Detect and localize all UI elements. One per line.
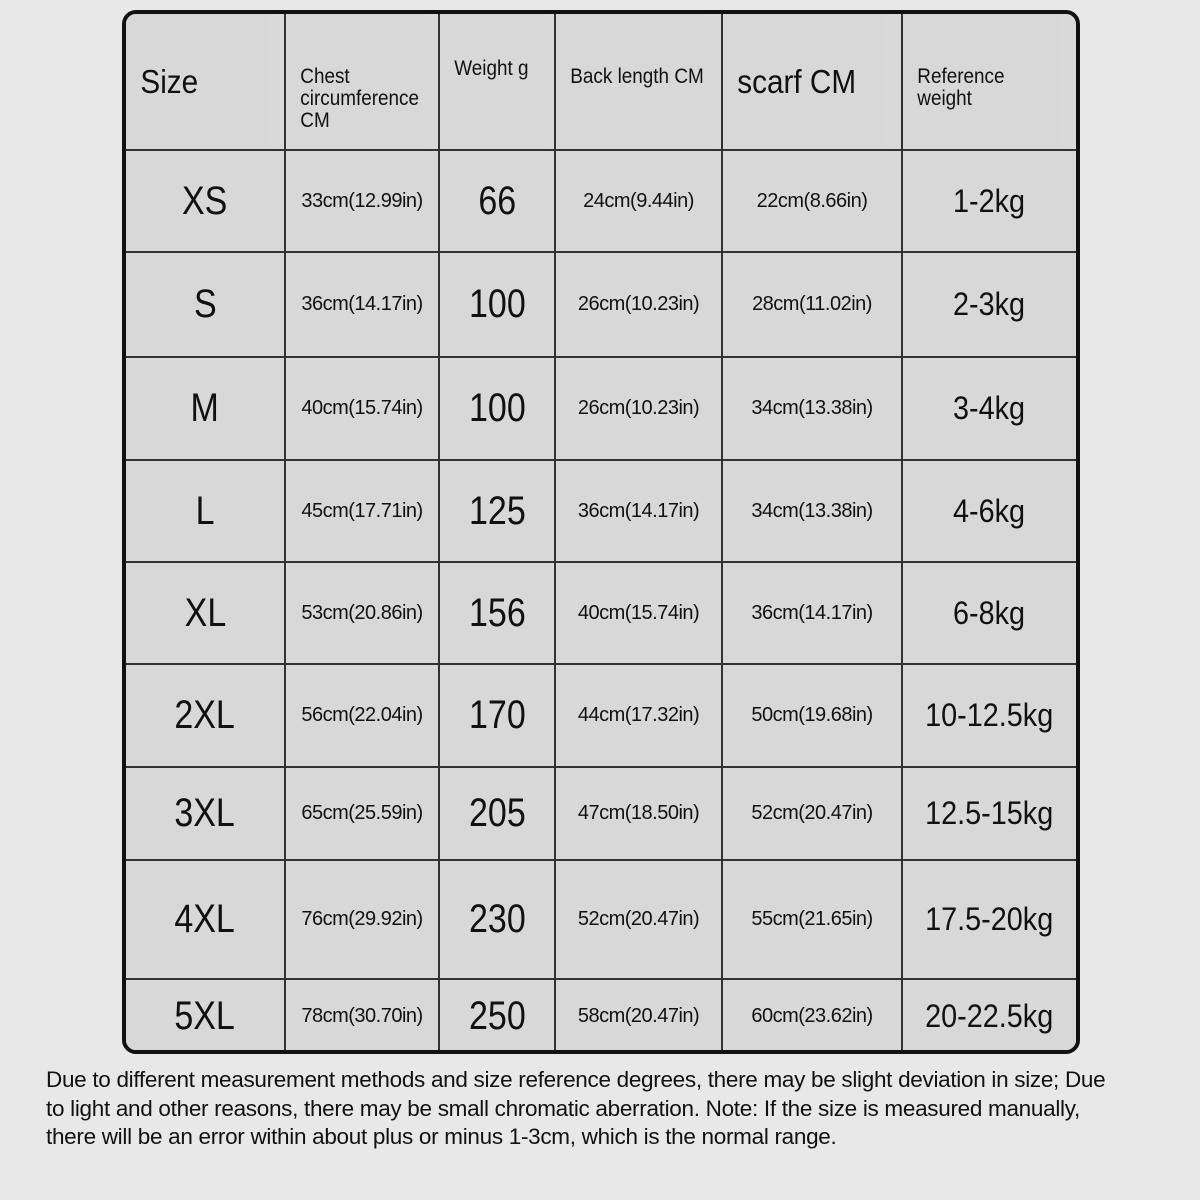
cell-scarf: 28cm(11.02in) (752, 293, 872, 315)
cell-scarf: 36cm(14.17in) (751, 601, 873, 624)
disclaimer-note: Due to different measurement methods and size reference degrees, there may be slight deviation in size; Due to light and other reasons, there may be small chromatic aberration. Note: If the size is measured manually, there will be an error within about plus or minus 1-3cm, which is the normal range. (46, 1067, 1106, 1149)
table-cell (722, 979, 902, 1052)
table-cell (722, 860, 902, 979)
cell-weight: 100 (468, 282, 526, 326)
table-cell (285, 979, 439, 1052)
table-row (126, 767, 1076, 860)
table-cell (902, 979, 1076, 1052)
cell-scarf: 34cm(13.38in) (751, 499, 873, 522)
header-chest: Chest circumference CM (285, 14, 424, 150)
table-cell (555, 979, 722, 1052)
table-cell (722, 357, 902, 460)
cell-weight: 66 (478, 178, 516, 223)
cell-weight: 205 (468, 791, 526, 835)
cell-back-length: 26cm(10.23in) (577, 293, 700, 315)
cell-back-length: 47cm(18.50in) (577, 802, 700, 824)
cell-size: 5XL (174, 993, 236, 1038)
header-size: Size (126, 14, 269, 150)
table-cell (126, 150, 285, 252)
table-cell (722, 252, 902, 357)
table-row (126, 357, 1076, 460)
table-cell (439, 460, 555, 562)
cell-back-length: 26cm(10.23in) (577, 397, 700, 419)
cell-chest: 56cm(22.04in) (301, 704, 423, 726)
header-scarf: scarf CM (722, 14, 884, 150)
table-cell (722, 664, 902, 767)
cell-reference-weight: 2-3kg (953, 286, 1026, 322)
cell-reference-weight: 20-22.5kg (925, 997, 1054, 1034)
table-cell (285, 460, 439, 562)
cell-weight: 125 (468, 488, 526, 533)
table-cell (439, 562, 555, 664)
cell-scarf: 52cm(20.47in) (751, 802, 873, 824)
table-cell (126, 767, 285, 860)
table-cell (722, 562, 902, 664)
table-cell (555, 460, 722, 562)
table-cell (439, 979, 555, 1052)
table-cell (285, 562, 439, 664)
table-cell (902, 664, 1076, 767)
cell-weight: 230 (468, 897, 526, 941)
cell-size: S (193, 282, 217, 326)
table-cell (285, 357, 439, 460)
cell-reference-weight: 6-8kg (953, 594, 1026, 631)
cell-weight: 250 (468, 993, 526, 1038)
size-table (126, 14, 1076, 1052)
cell-reference-weight: 3-4kg (953, 390, 1026, 426)
table-cell (555, 664, 722, 767)
cell-size: M (190, 386, 220, 430)
cell-back-length: 40cm(15.74in) (577, 601, 700, 624)
table-cell (126, 357, 285, 460)
cell-reference-weight: 1-2kg (953, 182, 1026, 219)
table-cell (555, 860, 722, 979)
table-cell (902, 460, 1076, 562)
table-cell (439, 767, 555, 860)
table-cell (555, 357, 722, 460)
table-cell (722, 767, 902, 860)
table-row (126, 252, 1076, 357)
header-back-length: Back length CM (555, 14, 705, 150)
table-cell (555, 767, 722, 860)
header-weight: Weight g (439, 14, 543, 150)
table-cell (126, 460, 285, 562)
table-cell (722, 460, 902, 562)
cell-back-length: 24cm(9.44in) (583, 189, 694, 212)
cell-back-length: 44cm(17.32in) (577, 704, 700, 726)
table-row (126, 860, 1076, 979)
table-cell (902, 150, 1076, 252)
cell-size: 2XL (174, 693, 236, 737)
table-cell (285, 860, 439, 979)
cell-chest: 45cm(17.71in) (301, 499, 423, 522)
table-cell (285, 252, 439, 357)
cell-chest: 36cm(14.17in) (301, 293, 423, 315)
table-cell (439, 150, 555, 252)
table-cell (126, 664, 285, 767)
cell-weight: 170 (468, 693, 526, 737)
table-cell (285, 150, 439, 252)
table-row (126, 979, 1076, 1052)
table-cell (902, 357, 1076, 460)
cell-reference-weight: 4-6kg (953, 492, 1026, 529)
cell-chest: 78cm(30.70in) (301, 1004, 423, 1027)
cell-size: L (195, 488, 215, 533)
cell-size: XS (182, 178, 228, 223)
table-row (126, 460, 1076, 562)
cell-chest: 65cm(25.59in) (301, 802, 423, 824)
table-row (126, 562, 1076, 664)
cell-back-length: 58cm(20.47in) (577, 1004, 700, 1027)
size-chart (122, 10, 1080, 1054)
cell-chest: 53cm(20.86in) (301, 601, 423, 624)
table-cell (555, 252, 722, 357)
cell-scarf: 50cm(19.68in) (751, 704, 873, 726)
cell-scarf: 55cm(21.65in) (751, 908, 873, 930)
cell-reference-weight: 10-12.5kg (925, 697, 1054, 733)
table-cell (555, 150, 722, 252)
table-cell (902, 252, 1076, 357)
cell-scarf: 22cm(8.66in) (756, 189, 868, 212)
header-row (126, 14, 1076, 150)
cell-size: 4XL (174, 897, 236, 941)
table-cell (126, 860, 285, 979)
table-cell (722, 150, 902, 252)
cell-size: 3XL (174, 791, 236, 835)
table-cell (126, 252, 285, 357)
table-cell (285, 664, 439, 767)
table-cell (902, 767, 1076, 860)
cell-back-length: 52cm(20.47in) (577, 908, 700, 930)
table-cell (439, 357, 555, 460)
table-cell (285, 767, 439, 860)
cell-reference-weight: 17.5-20kg (925, 901, 1054, 937)
table-cell (439, 252, 555, 357)
cell-weight: 100 (468, 386, 526, 430)
cell-chest: 40cm(15.74in) (301, 397, 423, 419)
cell-chest: 76cm(29.92in) (301, 908, 423, 930)
cell-weight: 156 (468, 590, 526, 635)
table-cell (902, 562, 1076, 664)
table-cell (439, 664, 555, 767)
cell-reference-weight: 12.5-15kg (925, 795, 1054, 831)
header-reference-weight: Reference weight (902, 14, 1059, 150)
table-cell (439, 860, 555, 979)
cell-back-length: 36cm(14.17in) (577, 499, 700, 522)
table-cell (126, 562, 285, 664)
cell-scarf: 60cm(23.62in) (751, 1004, 873, 1027)
table-row (126, 150, 1076, 252)
cell-chest: 33cm(12.99in) (301, 189, 423, 212)
table-cell (126, 979, 285, 1052)
table-cell (902, 860, 1076, 979)
table-row (126, 664, 1076, 767)
cell-size: XL (184, 590, 226, 635)
cell-scarf: 34cm(13.38in) (751, 397, 873, 419)
table-cell (555, 562, 722, 664)
